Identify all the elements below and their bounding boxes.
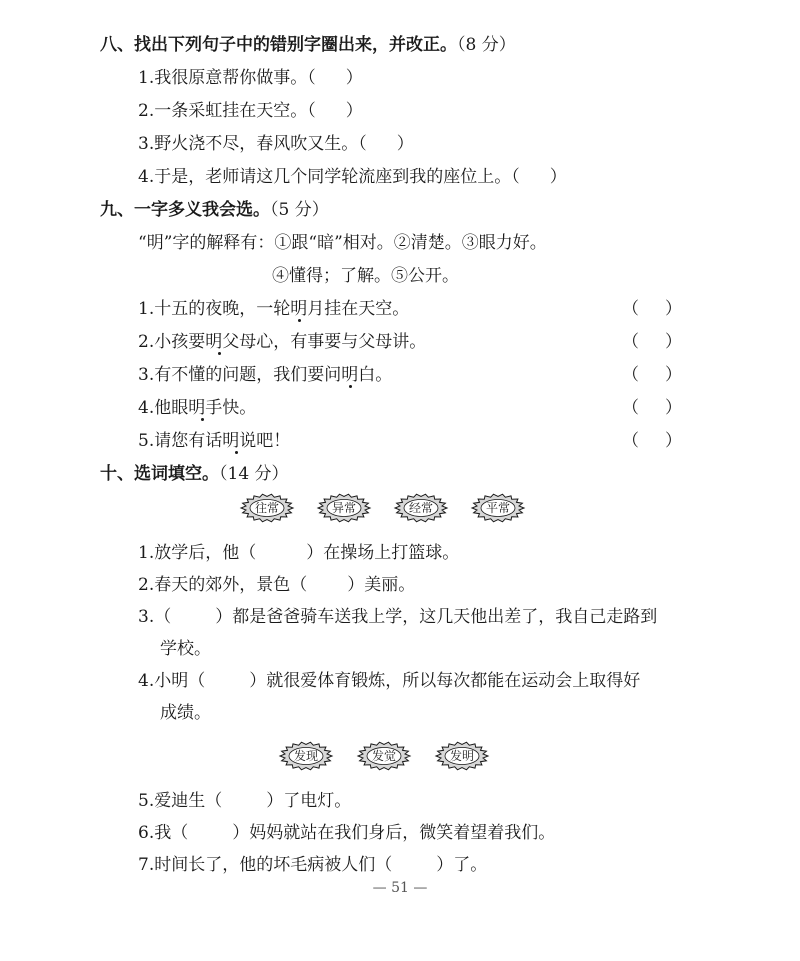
s10-item-3 (138, 605, 657, 629)
s10-item-2 (138, 573, 415, 597)
answer-paren-open: （ (622, 332, 639, 352)
item-number: 1. (138, 543, 155, 563)
s10-item-7 (138, 853, 487, 877)
section-8-title: 八、找出下列句子中的错别字圈出来，并改正。 (100, 35, 457, 55)
word-badge-label: 发明 (449, 749, 474, 763)
page-number: — 51 — (372, 880, 428, 896)
section-9-heading (100, 198, 329, 222)
item-text: 请您有话明说吧！ (154, 431, 291, 451)
item-number: 4. (138, 398, 155, 418)
answer-paren-open: （ (622, 431, 639, 451)
answer-paren-open: （ (622, 299, 639, 319)
definitions-line-1: “明”字的解释有：①跟“暗”相对。②清楚。③眼力好。 (138, 233, 547, 253)
item-number: 3. (138, 365, 155, 385)
answer-paren-close: ） (396, 134, 414, 154)
s8-item-2 (138, 99, 363, 123)
answer-paren-close: ） (549, 167, 567, 187)
section-10-heading (100, 462, 289, 486)
item-text-before: 小明（ (154, 671, 206, 691)
word-badge (355, 739, 413, 773)
item-text-after: ）美丽。 (347, 575, 416, 595)
answer-paren-close: ） (345, 101, 363, 121)
section-8-points: （8 分） (457, 35, 516, 55)
section-9-title: 九、一字多义我会选。 (100, 200, 270, 220)
s9-answer-4[interactable] (622, 396, 682, 420)
section-10-title: 十、选词填空。 (100, 464, 219, 484)
item-number: 4. (138, 671, 155, 691)
word-badge-label: 平常 (485, 501, 510, 515)
word-badge (469, 491, 527, 525)
s9-item-5 (138, 429, 290, 453)
item-text-after: ）了。 (436, 855, 488, 875)
item-number: 3. (138, 607, 155, 627)
word-badge (392, 491, 450, 525)
answer-paren-open: （ (622, 398, 639, 418)
s9-item-4 (138, 396, 256, 420)
item-number: 5. (138, 791, 155, 811)
s9-item-3 (138, 363, 392, 387)
s10-item-4-continued: 成绩。 (160, 703, 211, 723)
s8-item-4 (138, 165, 567, 189)
item-text: 有不懂的问题，我们要问明白。 (154, 365, 393, 385)
emphasis-dot (218, 352, 221, 355)
s9-answer-5[interactable] (622, 429, 682, 453)
item-text: 他眼明手快。 (154, 398, 257, 418)
item-text-before: 爱迪生（ (154, 791, 223, 811)
item-text-before: 时间长了，他的坏毛病被人们（ (154, 855, 393, 875)
item-text-after: ）就很爱体育锻炼，所以每次都能在运动会上取得好 (249, 671, 641, 691)
section-9-points: （5 分） (270, 200, 329, 220)
definitions-line-2: ④懂得；了解。⑤公开。 (272, 266, 459, 286)
word-badge-label: 经常 (408, 501, 433, 515)
word-bank-2 (277, 739, 491, 773)
answer-paren-open: （ (622, 365, 639, 385)
item-number: 6. (138, 823, 155, 843)
item-text: 十五的夜晚，一轮明月挂在天空。 (154, 299, 410, 319)
item-number: 2. (138, 575, 155, 595)
item-number: 3. (138, 134, 155, 154)
item-number: 2. (138, 101, 155, 121)
word-bank-1 (238, 491, 527, 525)
word-badge (433, 739, 491, 773)
answer-paren-close: ） (665, 398, 682, 418)
emphasis-dot (298, 319, 301, 322)
section-8-heading (100, 33, 516, 57)
item-text: 于是，老师请这几个同学轮流座到我的座位上。 (154, 167, 512, 187)
item-text-before: 春天的郊外，景色（ (154, 575, 308, 595)
emphasis-dot (349, 385, 352, 388)
word-badge (277, 739, 335, 773)
answer-paren-close: ） (665, 431, 682, 451)
s10-item-3-continued: 学校。 (160, 639, 211, 659)
word-badge-label: 发觉 (371, 749, 396, 763)
s9-answer-3[interactable] (622, 363, 682, 387)
item-text-after: ）在操场上打篮球。 (306, 543, 460, 563)
word-badge (315, 491, 373, 525)
item-text-after: ）都是爸爸骑车送我上学，这几天他出差了，我自己走路到 (215, 607, 658, 627)
word-badge-label: 异常 (331, 501, 356, 515)
s10-item-5 (138, 789, 351, 813)
emphasis-dot (235, 451, 238, 454)
item-text-before: （ (154, 607, 172, 627)
answer-paren-close: ） (345, 68, 363, 88)
section-10-points: （14 分） (219, 464, 289, 484)
word-badge (238, 491, 296, 525)
word-badge-label: 发现 (293, 749, 318, 763)
item-text: 野火浇不尽，春风吹又生。 (154, 134, 359, 154)
s8-item-1 (138, 66, 363, 90)
item-text: 一条采虹挂在天空。 (154, 101, 308, 121)
item-number: 7. (138, 855, 155, 875)
s9-answer-2[interactable] (622, 330, 682, 354)
item-number: 2. (138, 332, 155, 352)
answer-paren-open[interactable]: （ (307, 68, 316, 88)
s8-item-3 (138, 132, 414, 156)
item-number: 5. (138, 431, 155, 451)
answer-paren-close: ） (665, 365, 682, 385)
s9-item-1 (138, 297, 409, 321)
item-number: 4. (138, 167, 155, 187)
item-text-before: 我（ (154, 823, 189, 843)
s10-item-4 (138, 669, 640, 693)
item-number: 1. (138, 68, 155, 88)
s10-item-6 (138, 821, 555, 845)
answer-paren-close: ） (665, 299, 682, 319)
s10-item-1 (138, 541, 459, 565)
item-text-before: 放学后，他（ (154, 543, 257, 563)
item-text: 我很原意帮你做事。 (154, 68, 308, 88)
s9-item-2 (138, 330, 426, 354)
answer-paren-open[interactable]: （ (307, 101, 316, 121)
item-text-after: ）了电灯。 (266, 791, 352, 811)
answer-paren-close: ） (665, 332, 682, 352)
emphasis-dot (201, 418, 204, 421)
word-badge-label: 往常 (254, 501, 279, 515)
item-text-after: ）妈妈就站在我们身后，微笑着望着我们。 (232, 823, 556, 843)
answer-paren-open[interactable]: （ (511, 167, 520, 187)
item-number: 1. (138, 299, 155, 319)
item-text: 小孩要明父母心，有事要与父母讲。 (154, 332, 427, 352)
answer-paren-open[interactable]: （ (358, 134, 367, 154)
s9-answer-1[interactable] (622, 297, 682, 321)
